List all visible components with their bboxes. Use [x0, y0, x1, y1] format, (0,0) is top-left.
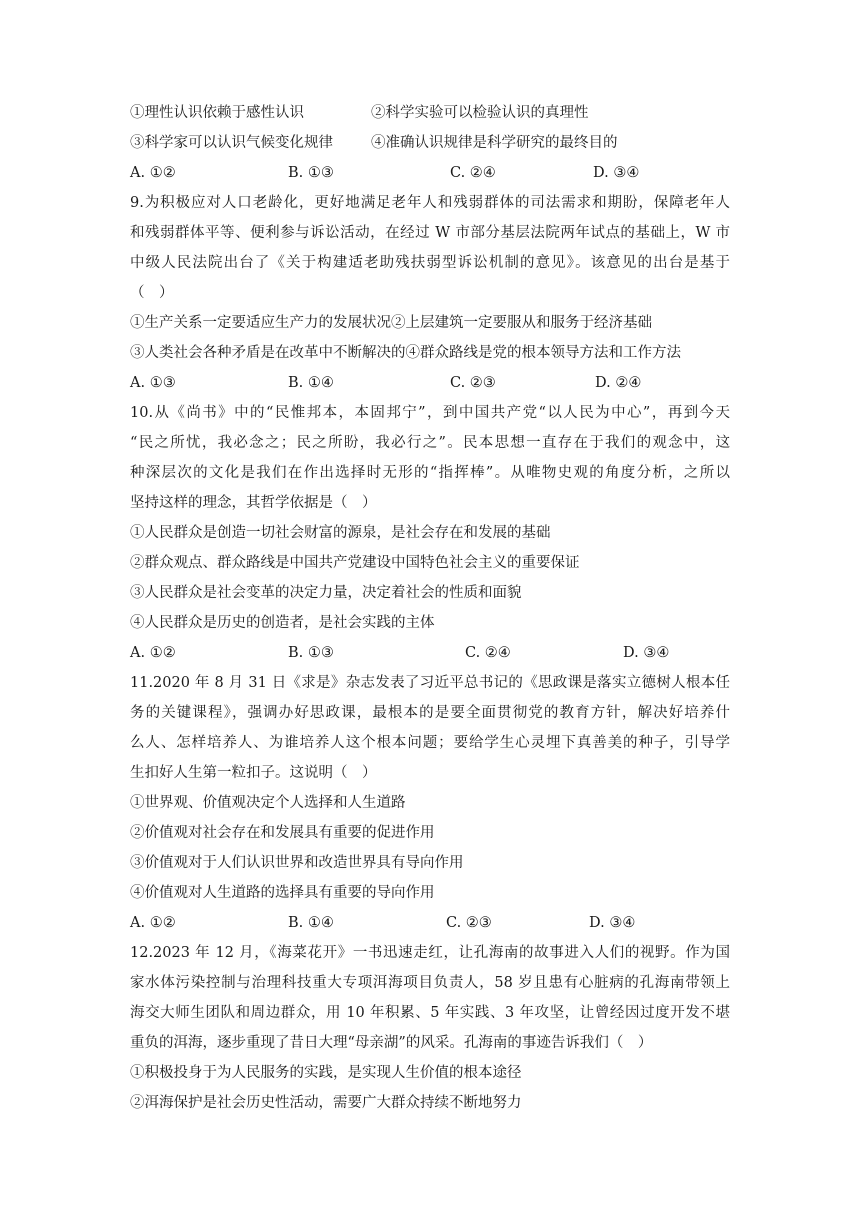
q12-stem-line: 重负的洱海，逐步重现了昔日大理“母亲湖”的风采。孔海南的事迹告诉我们（ ） — [130, 1035, 653, 1051]
q9-option-a: A. ①③ — [130, 375, 176, 391]
q10-statement-1: ①人民群众是创造一切社会财富的源泉，是社会存在和发展的基础 — [130, 525, 551, 541]
q9-stem-line: 中级人民法院出台了《关于构建适老助残扶弱型诉讼机制的意见》。该意见的出台是基于 — [130, 255, 730, 271]
q10-stem-line: “民之所忧，我必念之；民之所盼，我必行之”。民本思想一直存在于我们的观念中，这 — [130, 435, 730, 451]
q11-statement-3: ③价值观对于人们认识世界和改造世界具有导向作用 — [130, 855, 464, 871]
q10-options — [130, 638, 730, 668]
q12-stem-line: 海交大师生团队和周边群众，用 10 年积累、5 年实践、3 年攻坚，让曾经因过度开发不堪 — [130, 1005, 730, 1021]
exam-page — [130, 98, 730, 1118]
q11-option-d: D. ③④ — [589, 915, 636, 931]
q11-stem-line: 11.2020 年 8 月 31 日《求是》杂志发表了习近平总书记的《思政课是落实立德树人根本任 — [130, 675, 730, 691]
q11-statement-2: ②价值观对社会存在和发展具有重要的促进作用 — [130, 825, 435, 841]
q9-stem-line: （ ） — [130, 285, 174, 301]
q11-option-a: A. ①② — [130, 915, 176, 931]
q12-statement-1: ①积极投身于为人民服务的实践，是实现人生价值的根本途径 — [130, 1065, 522, 1081]
q10-stem-line: 10.从《尚书》中的“民惟邦本，本固邦宁”，到中国共产党“以人民为中心”，再到今天 — [130, 405, 730, 421]
q8-option-b: B. ①③ — [288, 165, 334, 181]
q12-statement-2: ②洱海保护是社会历史性活动，需要广大群众持续不断地努力 — [130, 1095, 522, 1111]
q9-statements-34: ③人类社会各种矛盾是在改革中不断解决的④群众路线是党的根本领导方法和工作方法 — [130, 345, 681, 361]
q10-statement-2: ②群众观点、群众路线是中国共产党建设中国特色社会主义的重要保证 — [130, 555, 580, 571]
q11-option-b: B. ①④ — [288, 915, 334, 931]
q8-statement-3: ③科学家可以认识气候变化规律 — [130, 135, 333, 151]
q10-stem-line: 种深层次的文化是我们在作出选择时无形的“指挥棒”。从唯物史观的角度分析，之所以 — [130, 465, 730, 481]
q10-option-c: C. ②④ — [465, 645, 511, 661]
q10-statement-3: ③人民群众是社会变革的决定力量，决定着社会的性质和面貌 — [130, 585, 522, 601]
q11-stem-line: 务的关键课程》，强调办好思政课，最根本的是要全面贯彻党的教育方针，解决好培养什 — [130, 705, 730, 721]
q10-option-a: A. ①② — [130, 645, 176, 661]
q11-stem-line: 么人、怎样培养人、为谁培养人这个根本问题；要给学生心灵埋下真善美的种子，引导学 — [130, 735, 730, 751]
q8-option-d: D. ③④ — [593, 165, 640, 181]
q9-option-c: C. ②③ — [450, 375, 496, 391]
q9-stem-line: 9.为积极应对人口老龄化，更好地满足老年人和残弱群体的司法需求和期盼，保障老年人 — [130, 195, 730, 211]
q11-statement-4: ④价值观对人生道路的选择具有重要的导向作用 — [130, 885, 435, 901]
q10-option-d: D. ③④ — [623, 645, 670, 661]
q9-options — [130, 368, 730, 398]
q11-stem-line: 生扣好人生第一粒扣子。这说明（ ） — [130, 765, 377, 781]
q9-option-b: B. ①④ — [288, 375, 334, 391]
q11-options — [130, 908, 730, 938]
q11-option-c: C. ②③ — [446, 915, 492, 931]
q11-statement-1: ①世界观、价值观决定个人选择和人生道路 — [130, 795, 406, 811]
q8-statements-row1 — [130, 98, 730, 128]
q8-statements-row2 — [130, 128, 730, 158]
q9-stem-line: 和残弱群体平等、便利参与诉讼活动，在经过 W 市部分基层法院两年试点的基础上，W 市 — [130, 225, 730, 241]
q12-stem-line: 家水体污染控制与治理科技重大专项洱海项目负责人，58 岁且患有心脏病的孔海南带领上 — [130, 975, 730, 991]
q10-stem-line: 坚持这样的理念，其哲学依据是（ ） — [130, 495, 377, 511]
q8-option-a: A. ①② — [130, 165, 176, 181]
q10-option-b: B. ①③ — [288, 645, 334, 661]
q9-option-d: D. ②④ — [595, 375, 642, 391]
q8-statement-1: ①理性认识依赖于感性认识 — [130, 105, 304, 121]
q9-statements-12: ①生产关系一定要适应生产力的发展状况②上层建筑一定要服从和服务于经济基础 — [130, 315, 652, 331]
q12-stem-line: 12.2023 年 12 月，《海菜花开》一书迅速走红，让孔海南的故事进入人们的视野。作为国 — [130, 945, 730, 961]
q8-options — [130, 158, 730, 188]
q8-statement-2: ②科学实验可以检验认识的真理性 — [371, 105, 589, 121]
q8-statement-4: ④准确认识规律是科学研究的最终目的 — [371, 135, 618, 151]
q8-option-c: C. ②④ — [450, 165, 496, 181]
q10-statement-4: ④人民群众是历史的创造者，是社会实践的主体 — [130, 615, 435, 631]
